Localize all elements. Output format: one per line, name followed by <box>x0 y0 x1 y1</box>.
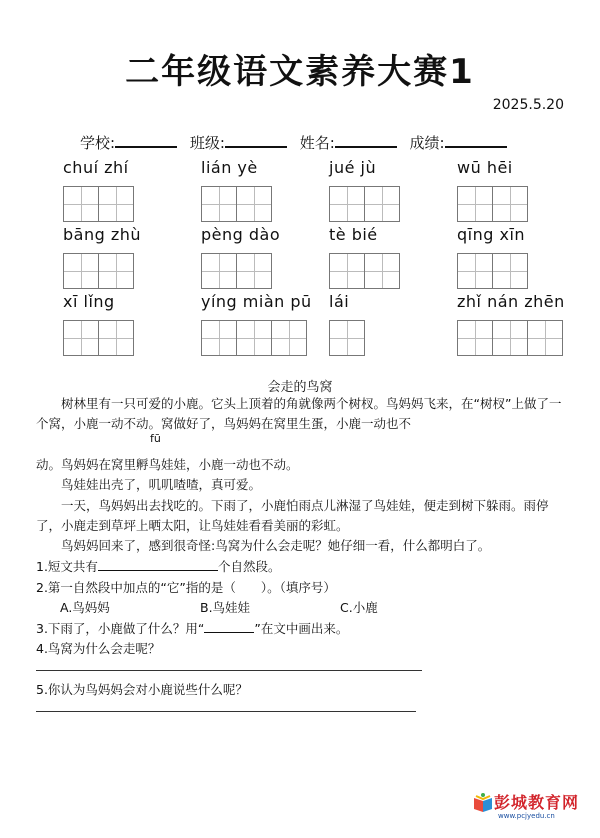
question-3-text: 3.下雨了，小鹿做了什么？用“ <box>36 621 205 636</box>
tian-zi-ge-box[interactable] <box>329 320 365 356</box>
question-1-blank[interactable] <box>98 558 218 571</box>
question-2-option-b[interactable]: B.鸟娃娃 <box>200 600 251 615</box>
page-title: 二年级语文素养大赛1 <box>125 52 475 92</box>
tian-zi-ge-box[interactable] <box>98 186 134 222</box>
school-label: 学校: <box>80 134 116 152</box>
writing-boxes <box>63 186 133 222</box>
tian-zi-ge-box[interactable] <box>236 320 272 356</box>
question-5-answer-line[interactable] <box>36 711 416 712</box>
pinyin-text: lái <box>329 292 350 311</box>
tian-zi-ge-box[interactable] <box>364 253 400 289</box>
tian-zi-ge-box[interactable] <box>201 253 237 289</box>
name-blank[interactable] <box>335 132 397 148</box>
pinyin-text: pèng dào <box>201 225 281 244</box>
tian-zi-ge-box[interactable] <box>364 186 400 222</box>
writing-boxes <box>63 320 133 356</box>
pinyin-text: bāng zhù <box>63 225 142 244</box>
tian-zi-ge-box[interactable] <box>492 320 528 356</box>
tian-zi-ge-box[interactable] <box>492 186 528 222</box>
class-label: 班级: <box>189 134 225 152</box>
passage-title: 会走的鸟窝 <box>267 380 333 395</box>
pinyin-row <box>43 158 557 222</box>
pinyin-row <box>43 292 565 356</box>
writing-boxes <box>457 186 527 222</box>
tian-zi-ge-box[interactable] <box>236 253 272 289</box>
passage-paragraph-1: 树林里有一只可爱的小鹿。它头上顶着的角就像两个树杈。鸟妈妈飞来，在“树杈”上做了一个窝，小鹿一动不动。窝做好了，鸟妈妈在窝里生蛋，小鹿一动也不 <box>36 396 562 431</box>
name-label: 姓名: <box>299 134 335 152</box>
pinyin-text: xī lǐng <box>63 292 115 311</box>
passage-paragraph-3: 一天，鸟妈妈出去找吃的。下雨了，小鹿怕雨点儿淋湿了鸟娃娃，便走到树下躲雨。雨停了，小鹿走到草坪上晒太阳，让鸟娃娃看看美丽的彩虹。 <box>36 498 549 533</box>
tian-zi-ge-box[interactable] <box>492 253 528 289</box>
score-label: 成绩: <box>409 134 445 152</box>
tian-zi-ge-box[interactable] <box>63 320 99 356</box>
question-2-option-a[interactable]: A.鸟妈妈 <box>60 600 110 615</box>
writing-boxes <box>201 253 271 289</box>
pinyin-text: qīng xīn <box>457 225 526 244</box>
book-icon <box>472 792 494 814</box>
tian-zi-ge-box[interactable] <box>457 320 493 356</box>
pinyin-text: jué jù <box>329 158 377 177</box>
tian-zi-ge-box[interactable] <box>329 253 365 289</box>
writing-boxes <box>457 253 527 289</box>
writing-boxes <box>457 320 562 356</box>
tian-zi-ge-box[interactable] <box>457 186 493 222</box>
question-3-text-end: ”在文中画出来。 <box>254 621 349 636</box>
pinyin-text: zhǐ nán zhēn <box>457 292 565 311</box>
writing-boxes <box>329 320 364 356</box>
tian-zi-ge-box[interactable] <box>201 186 237 222</box>
student-info-line <box>80 132 515 153</box>
tian-zi-ge-box[interactable] <box>457 253 493 289</box>
logo-name: 彭城教育网 <box>494 793 580 812</box>
passage-paragraph-4: 鸟妈妈回来了，感到很奇怪:鸟窝为什么会走呢？她仔细一看，什么都明白了。 <box>61 538 491 553</box>
writing-boxes <box>329 186 399 222</box>
school-blank[interactable] <box>115 132 177 148</box>
writing-boxes <box>63 253 133 289</box>
tian-zi-ge-box[interactable] <box>271 320 307 356</box>
pinyin-text: chuí zhí <box>63 158 129 177</box>
question-5: 5.你认为鸟妈妈会对小鹿说些什么呢？ <box>36 682 248 697</box>
tian-zi-ge-box[interactable] <box>329 186 365 222</box>
tian-zi-ge-box[interactable] <box>201 320 237 356</box>
question-4: 4.鸟窝为什么会走呢？ <box>36 641 161 656</box>
question-1-text-end: 个自然段。 <box>217 559 281 574</box>
pinyin-text: yíng miàn pū <box>201 292 312 311</box>
question-1 <box>36 557 280 575</box>
pinyin-writing-grid <box>43 156 565 368</box>
tian-zi-ge-box[interactable] <box>236 186 272 222</box>
pinyin-text: lián yè <box>201 158 258 177</box>
class-blank[interactable] <box>225 132 287 148</box>
underline-symbol <box>204 620 254 633</box>
pinyin-row <box>43 225 557 289</box>
pinyin-text: wū hēi <box>457 158 513 177</box>
pinyin-text: tè bié <box>329 225 378 244</box>
question-2: 2.第一自然段中加点的“它”指的是（ ）。（填序号） <box>36 580 336 595</box>
question-2-option-c[interactable]: C.小鹿 <box>340 600 378 615</box>
writing-boxes <box>201 186 271 222</box>
tian-zi-ge-box[interactable] <box>63 253 99 289</box>
exam-date: 2025.5.20 <box>492 97 564 113</box>
publisher-logo <box>472 790 592 826</box>
logo-url: www.pcjyedu.cn <box>498 812 555 820</box>
passage-paragraph-1-end: 动。鸟妈妈在窝里孵鸟娃娃，小鹿一动也不动。 <box>36 457 299 472</box>
question-3 <box>36 619 348 637</box>
tian-zi-ge-box[interactable] <box>63 186 99 222</box>
writing-boxes <box>201 320 306 356</box>
score-blank[interactable] <box>445 132 507 148</box>
tian-zi-ge-box[interactable] <box>98 253 134 289</box>
tian-zi-ge-box[interactable] <box>527 320 563 356</box>
question-4-answer-line[interactable] <box>36 670 422 671</box>
ruby-pinyin-fu: fū <box>150 432 161 445</box>
passage-paragraph-2: 鸟娃娃出壳了，叽叽喳喳，真可爱。 <box>61 477 262 492</box>
question-1-text: 1.短文共有 <box>36 559 98 574</box>
writing-boxes <box>329 253 399 289</box>
tian-zi-ge-box[interactable] <box>98 320 134 356</box>
